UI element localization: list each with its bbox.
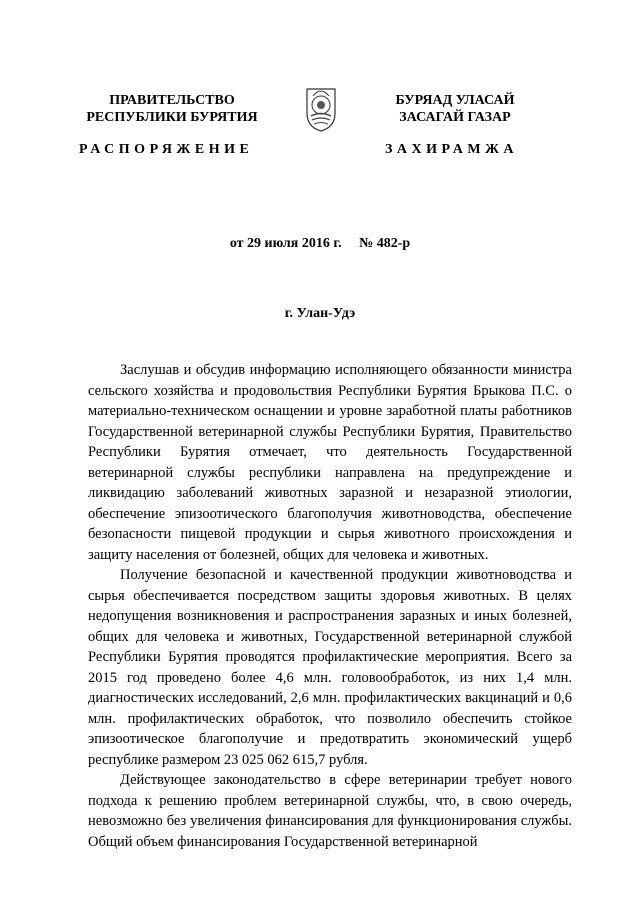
document-body	[88, 360, 572, 852]
paragraph: Получение безопасной и качественной продукции животноводства и сырья обеспечивается посредством защиты здоровья животных. В целях недопущения возникновения и распространения заразных и иных болезней, общих для человека и животных, Государственной ветеринарной службой Республики Бурятия проводятся профилактические мероприятия. Всего за 2015 год проведено более 4,6 млн. головообработок, из них 1,4 млн. диагностических исследований, 2,6 млн. профилактических вакцинаций и 0,6 млн. профилактических обработок, что позволило обеспечить стойкое эпизоотическое благополучие и предотвратить экономический ущерб республике размером 23 025 062 615,7 рубля.	[88, 567, 572, 768]
government-title-russian	[62, 92, 282, 126]
paragraph: Действующее законодательство в сфере ветеринарии требует нового подхода к решению проблем ветеринарной службы, что, в свою очередь, невозможно без увеличения финансирования для функционирования службы. Общий объем финансирования Государственной ветеринарной	[88, 772, 572, 850]
government-title-line-1: ПРАВИТЕЛЬСТВО	[109, 93, 235, 108]
order-date-number-line	[0, 236, 640, 252]
government-title-buryat-line-2: ЗАСАГАЙ ГАЗАР	[399, 110, 511, 125]
order-date: от 29 июля 2016 г.	[229, 236, 342, 251]
government-title-buryat	[365, 92, 545, 126]
coat-of-arms-icon	[301, 83, 341, 133]
government-title-line-2: РЕСПУБЛИКИ БУРЯТИЯ	[86, 110, 258, 125]
document-type-buryat: ЗАХИРАМЖА	[385, 142, 519, 157]
paragraph: Заслушав и обсудив информацию исполняющего обязанности министра сельского хозяйства и продовольствия Республики Бурятия Брыкова П.С. о материально-техническом оснащении и уровне заработной платы работников Государственной ветеринарной службы Республики Бурятия, Правительство Республики Бурятия отмечает, что деятельность Государственной ветеринарной службы республики направлена на предупреждение и ликвидацию заболеваний животных заразной и незаразной этиологии, обеспечение эпизоотического благополучия животноводства, обеспечение безопасности пищевой продукции и сырья животного происхождения и защиту населения от болезней, общих для человека и животных.	[88, 362, 572, 563]
order-city: г. Улан-Удэ	[284, 306, 356, 321]
order-number: № 482-р	[359, 236, 411, 251]
government-title-buryat-line-1: БУРЯАД УЛАСАЙ	[395, 93, 515, 108]
document-type-russian: РАСПОРЯЖЕНИЕ	[79, 142, 254, 157]
